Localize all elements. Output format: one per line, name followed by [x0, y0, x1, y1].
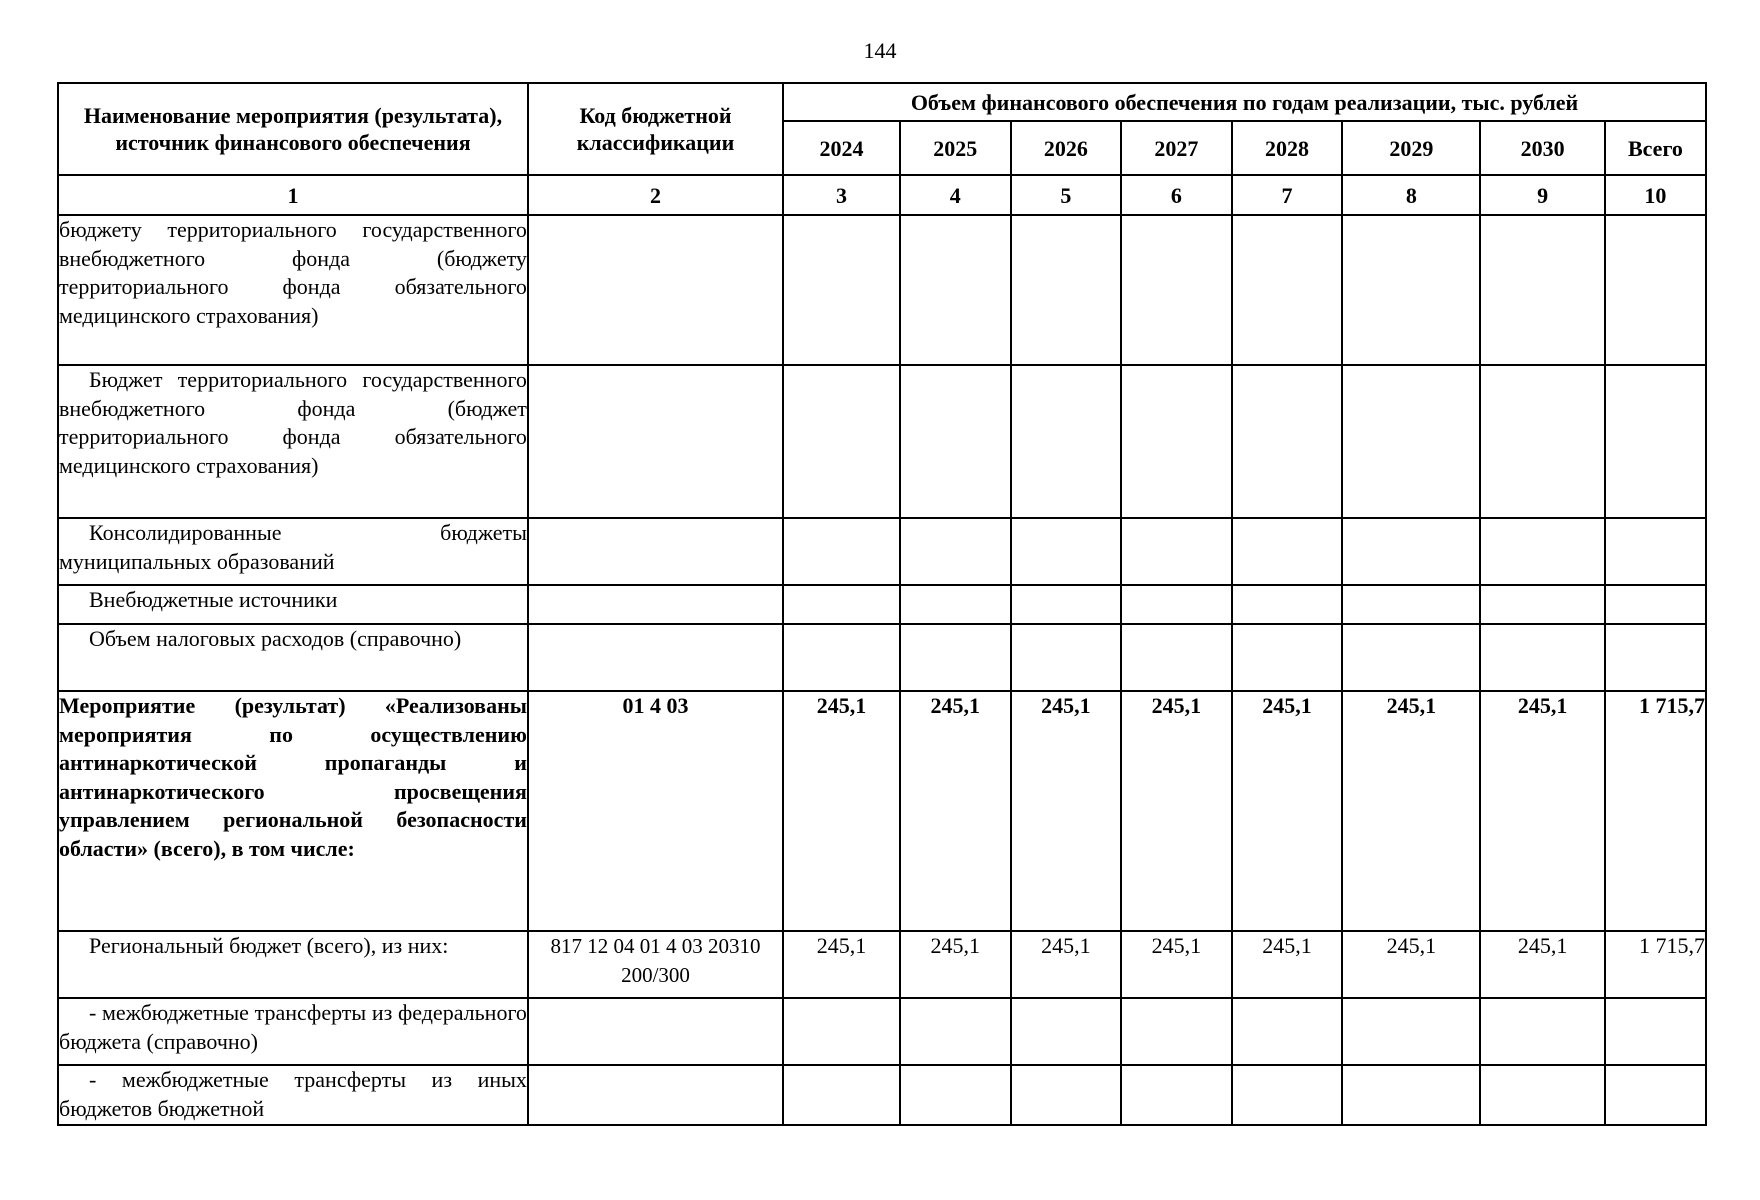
- row-value: [900, 215, 1011, 365]
- row-total: 1 715,7: [1605, 931, 1706, 998]
- row-value: [1121, 215, 1232, 365]
- row-value: [900, 518, 1011, 585]
- column-number: 4: [900, 175, 1011, 215]
- row-value: [1232, 365, 1343, 518]
- table-row: [58, 624, 1706, 691]
- row-name: Бюджет территориального государственного внебюджетного фонда (бюджет территориального фонда обязательного медицинского страхования): [59, 367, 527, 478]
- row-value: [1342, 215, 1480, 365]
- row-value: [1480, 998, 1604, 1065]
- row-name-cell: [58, 585, 528, 624]
- row-code: 01 4 03: [528, 691, 783, 931]
- row-value: [1011, 1065, 1122, 1125]
- row-code: [528, 624, 783, 691]
- column-number: 2: [528, 175, 783, 215]
- row-name: Внебюджетные источники: [89, 587, 338, 612]
- row-total: [1605, 518, 1706, 585]
- row-value: 245,1: [1121, 691, 1232, 931]
- row-value: [1232, 215, 1343, 365]
- table-row: [58, 215, 1706, 365]
- row-value: 245,1: [1011, 691, 1122, 931]
- row-value: [1232, 998, 1343, 1065]
- row-value: [1342, 998, 1480, 1065]
- row-code: [528, 215, 783, 365]
- header-code-column: Код бюджетной классификации: [528, 83, 783, 175]
- financing-table: [57, 82, 1707, 1126]
- row-value: [783, 1065, 900, 1125]
- row-code: [528, 365, 783, 518]
- header-year: 2029: [1342, 121, 1480, 175]
- row-value: 245,1: [1011, 931, 1122, 998]
- row-name-cell: [58, 365, 528, 518]
- row-value: [1480, 365, 1604, 518]
- row-value: [900, 1065, 1011, 1125]
- row-value: [1011, 365, 1122, 518]
- row-value: [900, 365, 1011, 518]
- row-value: 245,1: [900, 931, 1011, 998]
- column-number: 8: [1342, 175, 1480, 215]
- row-value: [1121, 518, 1232, 585]
- header-year: 2024: [783, 121, 900, 175]
- column-number: 1: [58, 175, 528, 215]
- row-total: [1605, 585, 1706, 624]
- row-name: - межбюджетные трансферты из федерального бюджета (справочно): [59, 1000, 527, 1054]
- row-value: [1232, 518, 1343, 585]
- row-name: Консолидированные бюджеты муниципальных образований: [59, 520, 527, 574]
- row-value: [1011, 215, 1122, 365]
- row-code: [528, 518, 783, 585]
- row-code: [528, 585, 783, 624]
- row-value: [783, 624, 900, 691]
- row-value: 245,1: [1342, 931, 1480, 998]
- table-row: [58, 585, 1706, 624]
- row-value: [1342, 624, 1480, 691]
- header-volume-group: Объем финансового обеспечения по годам реализации, тыс. рублей: [783, 83, 1706, 121]
- row-code: [528, 998, 783, 1065]
- column-number: 3: [783, 175, 900, 215]
- row-total: [1605, 365, 1706, 518]
- header-total: Всего: [1605, 121, 1706, 175]
- row-value: [1011, 624, 1122, 691]
- row-value: [1342, 518, 1480, 585]
- row-value: [1121, 998, 1232, 1065]
- row-name: Региональный бюджет (всего), из них:: [89, 933, 449, 958]
- column-number: 10: [1605, 175, 1706, 215]
- row-name: Объем налоговых расходов (справочно): [89, 626, 462, 651]
- row-value: [1121, 365, 1232, 518]
- header-year: 2028: [1232, 121, 1343, 175]
- row-value: [783, 365, 900, 518]
- row-value: [1121, 1065, 1232, 1125]
- row-value: 245,1: [1480, 691, 1604, 931]
- row-value: [1480, 215, 1604, 365]
- row-value: 245,1: [900, 691, 1011, 931]
- row-code: [528, 1065, 783, 1125]
- row-value: [1480, 624, 1604, 691]
- row-value: [783, 998, 900, 1065]
- row-total: [1605, 1065, 1706, 1125]
- row-total: [1605, 998, 1706, 1065]
- row-code: 817 12 04 01 4 03 20310 200/300: [528, 931, 783, 998]
- row-name-cell: [58, 691, 528, 931]
- header-year: 2025: [900, 121, 1011, 175]
- page-number: 144: [863, 38, 897, 63]
- row-value: [1342, 365, 1480, 518]
- row-value: [1480, 1065, 1604, 1125]
- row-value: [1232, 1065, 1343, 1125]
- row-name-cell: [58, 215, 528, 365]
- row-value: [1011, 518, 1122, 585]
- table-row: [58, 365, 1706, 518]
- row-name-cell: [58, 518, 528, 585]
- header-year: 2030: [1480, 121, 1604, 175]
- row-total: [1605, 624, 1706, 691]
- table-row: [58, 691, 1706, 931]
- row-value: 245,1: [1232, 691, 1343, 931]
- row-value: [1480, 585, 1604, 624]
- row-value: [900, 998, 1011, 1065]
- table-row: [58, 931, 1706, 998]
- row-value: [783, 518, 900, 585]
- row-value: 245,1: [1121, 931, 1232, 998]
- row-name-cell: [58, 998, 528, 1065]
- row-name-cell: [58, 931, 528, 998]
- row-name: - межбюджетные трансферты из иных бюджетов бюджетной: [59, 1067, 527, 1121]
- row-name: бюджету территориального государственного внебюджетного фонда (бюджету территориального фонда обязательного медицинского страхования): [59, 217, 527, 328]
- column-number: 7: [1232, 175, 1343, 215]
- row-value: [1342, 1065, 1480, 1125]
- row-value: [783, 215, 900, 365]
- row-value: 245,1: [783, 931, 900, 998]
- header-year: 2027: [1121, 121, 1232, 175]
- row-total: [1605, 215, 1706, 365]
- column-number: 5: [1011, 175, 1122, 215]
- column-number: 9: [1480, 175, 1604, 215]
- header-name-column: Наименование мероприятия (результата), источник финансового обеспечения: [58, 83, 528, 175]
- row-value: 245,1: [1480, 931, 1604, 998]
- row-value: 245,1: [1342, 691, 1480, 931]
- row-value: [1232, 585, 1343, 624]
- row-value: [1121, 624, 1232, 691]
- table-row: [58, 518, 1706, 585]
- row-value: [1011, 998, 1122, 1065]
- row-value: 245,1: [783, 691, 900, 931]
- row-value: [1342, 585, 1480, 624]
- table-row: [58, 1065, 1706, 1125]
- row-value: [783, 585, 900, 624]
- row-value: [1232, 624, 1343, 691]
- row-name: Мероприятие (результат) «Реализованы мероприятия по осуществлению антинаркотической пропаганды и антинаркотического просвещения управлением региональной безопасности области» (всего), в том числе:: [59, 693, 527, 861]
- row-value: [1121, 585, 1232, 624]
- row-name-cell: [58, 1065, 528, 1125]
- column-number: 6: [1121, 175, 1232, 215]
- row-value: 245,1: [1232, 931, 1343, 998]
- header-year: 2026: [1011, 121, 1122, 175]
- row-value: [1480, 518, 1604, 585]
- row-value: [900, 585, 1011, 624]
- table-row: [58, 998, 1706, 1065]
- row-name-cell: [58, 624, 528, 691]
- row-total: 1 715,7: [1605, 691, 1706, 931]
- row-value: [1011, 585, 1122, 624]
- row-value: [900, 624, 1011, 691]
